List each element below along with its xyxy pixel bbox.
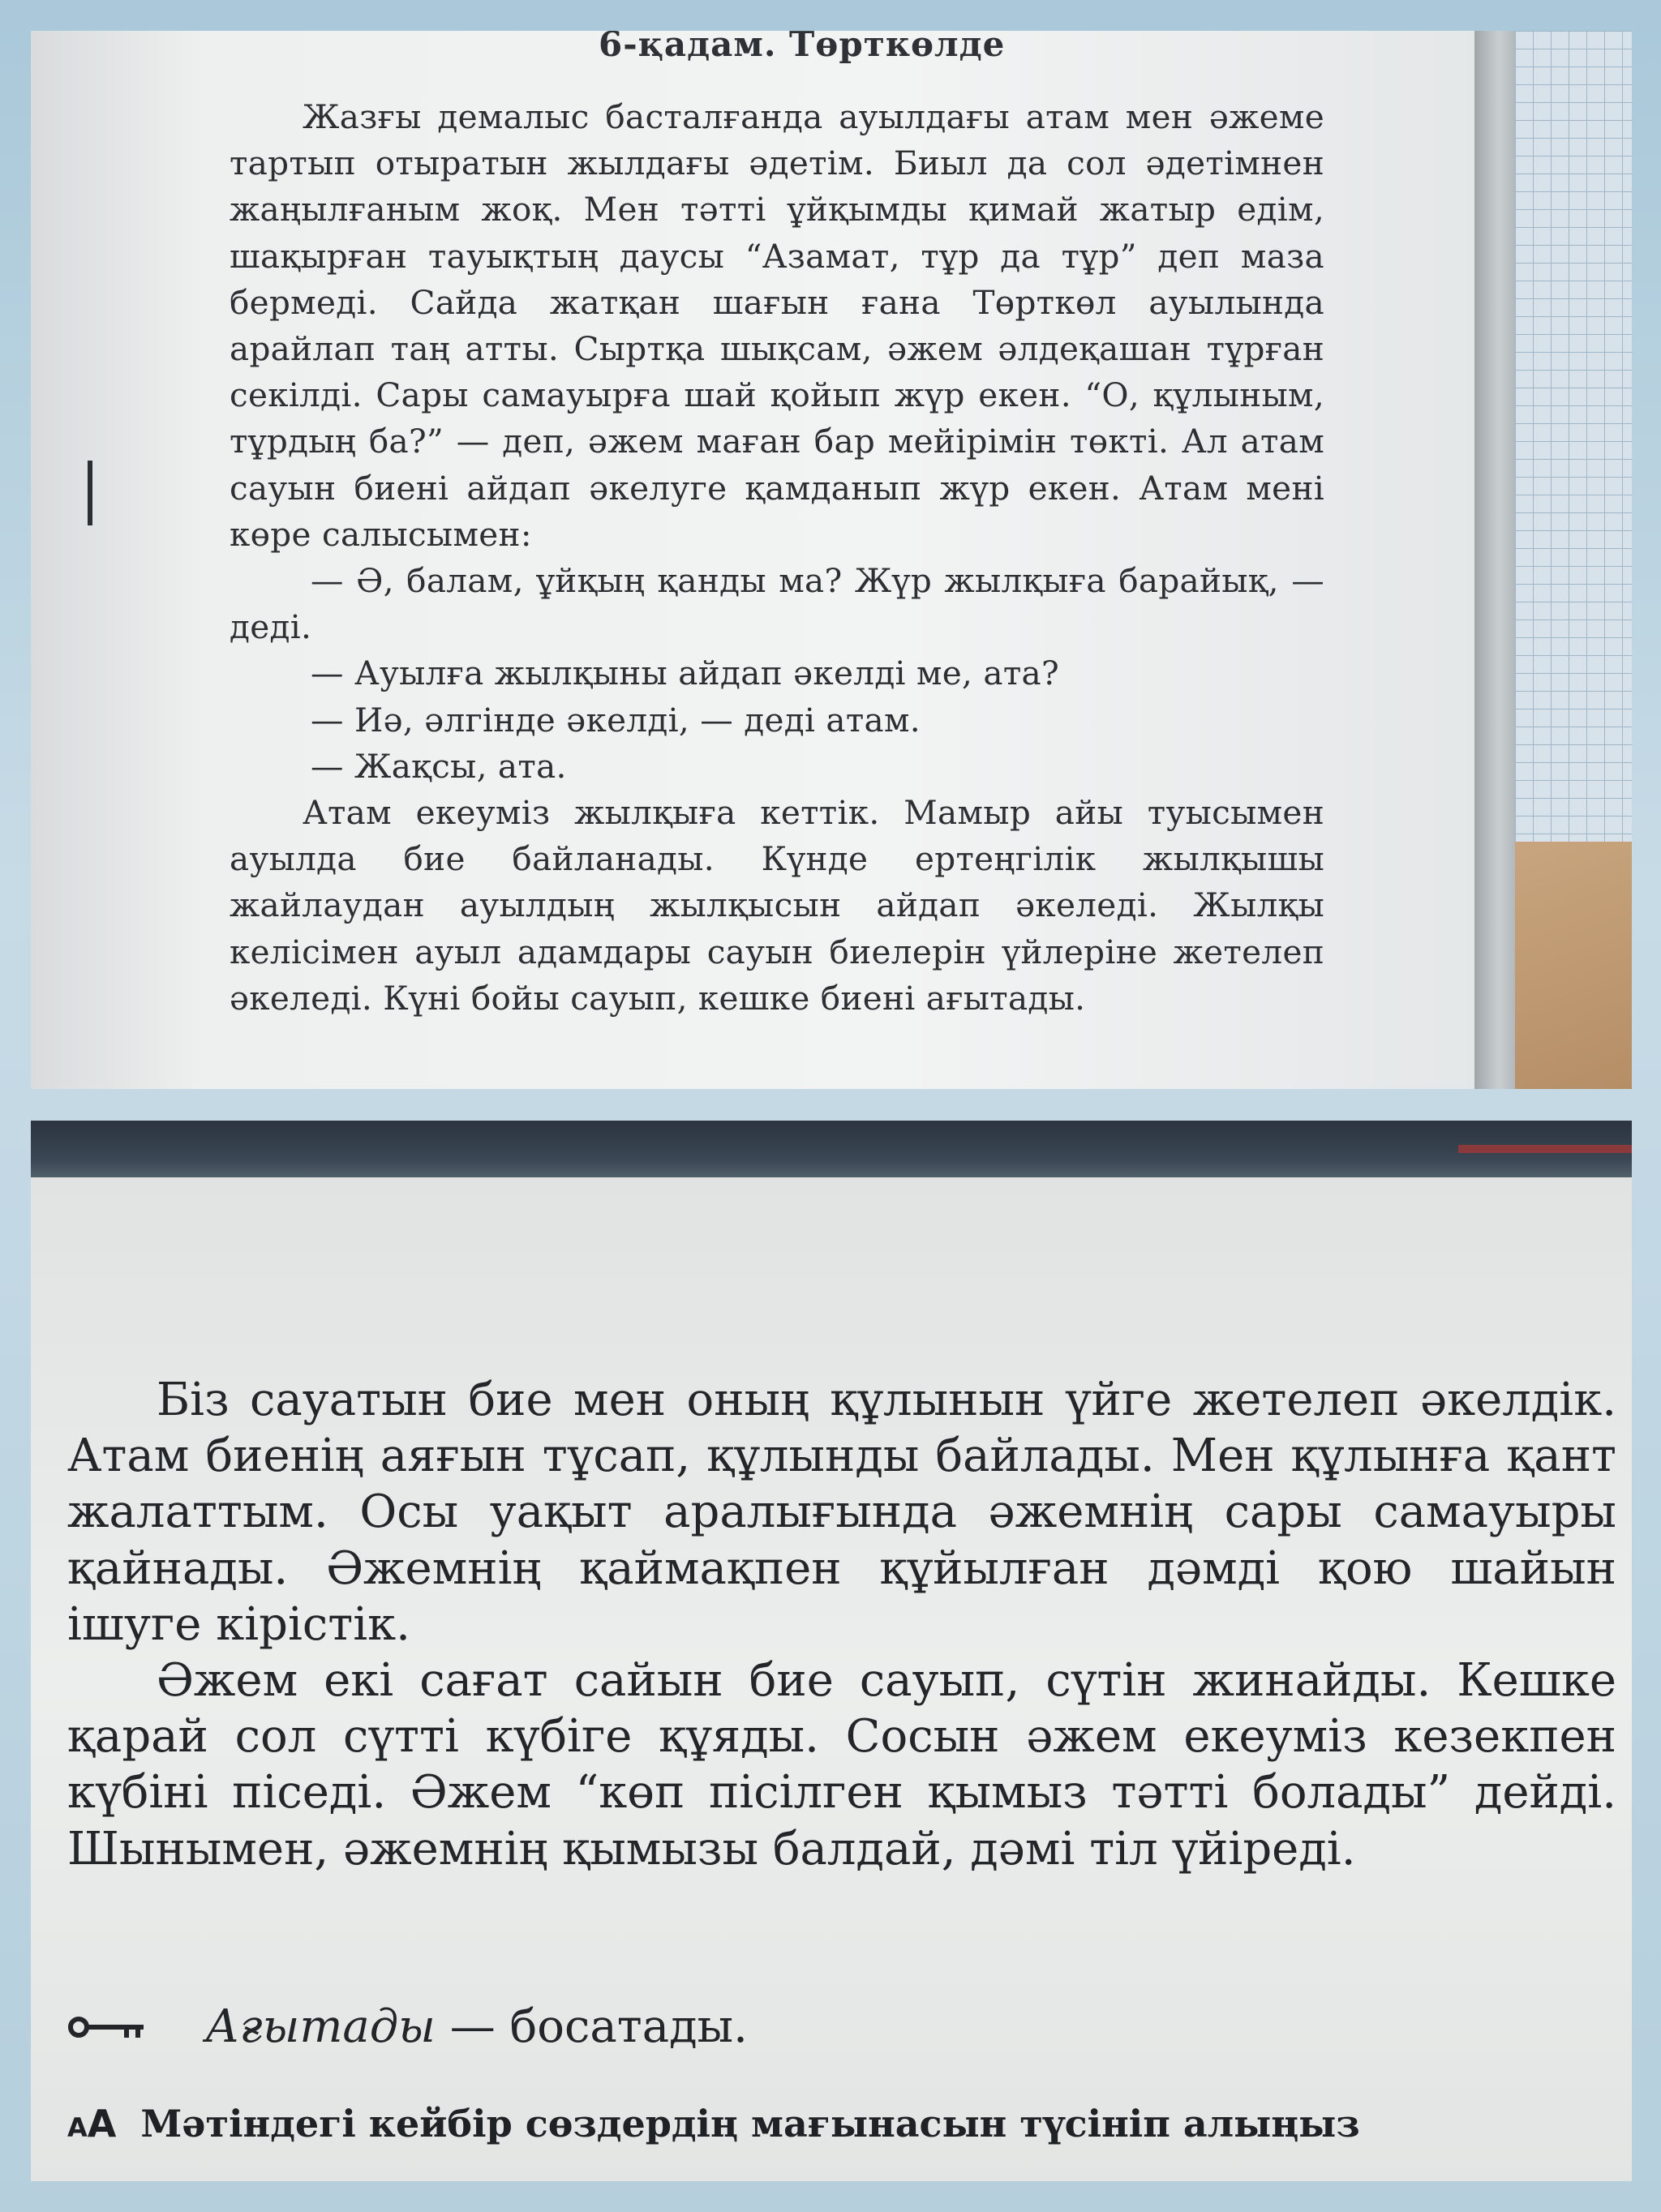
key-icon [67,2011,148,2043]
book-cover-edge [31,1121,1632,1177]
top-photo [31,31,1632,1089]
margin-mark [88,461,92,525]
glossary-term: Ағытады [205,2000,436,2053]
cover-red-edge [1458,1145,1632,1153]
glossary-entry [67,2000,1041,2053]
glossary-dash: — [435,2000,510,2053]
glossary-definition: босатады. [509,2000,748,2053]
task-heading [67,2102,1608,2146]
book-spine [1474,31,1515,1089]
dialogue-line: — Ауылға жылқыны айдап әкелді ме, ата? [311,654,1060,693]
font-size-icon: AA [67,2102,117,2146]
dialogue-line: — Жақсы, ата. [311,746,567,786]
paragraph: Жазғы демалыс басталғанда ауылдағы атам мен әжеме тартып отыратын жылдағы әдетім. Биыл да сол әдетімнен жаңылғаным жоқ. Мен тәтті ұйқымды қимай жатыр едім, шақырған тауықтың даусы “Азамат, тұр да тұр” деп маза бермеді. Сайда жатқан шағын ғана Төрткөл ауылында арайлап таң атты. Сыртқа шықсам, әжем әлдеқашан тұрған секілді. Сары самауырға шай қойып жүр екен. “О, құлыным, тұрдың ба?” — деп, әжем маған бар мейірімін төкті. Ал атам сауын биені айдап әкелуге қамданып жүр екен. Атам мені көре салысымен: [230,97,1324,554]
dialogue-line: — Иә, әлгінде әкелді, — деді атам. [311,700,921,739]
paragraph: Біз сауатын бие мен оның құлынын үйге жетелеп әкелдік. Атам биенің аяғын тұсап, құлынды байлады. Мен құлынға қант жалаттым. Осы уақыт аралығында әжемнің сары самауыры қайнады. Әжемнің қаймақпен құйылған дәмді қою шайын ішуге кірістік. [67,1374,1616,1651]
top-text-block [230,94,1324,1022]
bottom-photo [31,1121,1632,2181]
running-head: 6-қадам. Төрткөлде [599,31,1006,64]
paragraph: Әжем екі сағат сайын бие сауып, сүтін жинайды. Кешке қарай сол сүтті күбіге құяды. Сосын әжем екеуміз кезекпен күбіні піседі. Әжем “көп пісілген қымыз тәтті болады” дейді. Шынымен, әжемнің қымызы балдай, дәмі тіл үйіреді. [67,1654,1616,1875]
bottom-text-block [67,1372,1616,1877]
table-surface [1515,842,1632,1089]
task-text: Мәтіндегі кейбір сөздердің мағынасын түсініп алыңыз [140,2102,1360,2146]
paragraph: Атам екеуміз жылқыға кеттік. Мамыр айы туысымен ауылда бие байланады. Күнде ертеңгілік жылқышы жайлаудан ауылдың жылқысын айдап әкеледі. Жылқы келісімен ауыл адамдары сауын биелерін үйлеріне жетелеп әкеледі. Күні бойы сауып, кешке биені ағытады. [230,793,1324,1018]
dialogue-line: — Ә, балам, ұйқың қанды ма? Жүр жылқыға барайық, — деді. [230,561,1324,647]
